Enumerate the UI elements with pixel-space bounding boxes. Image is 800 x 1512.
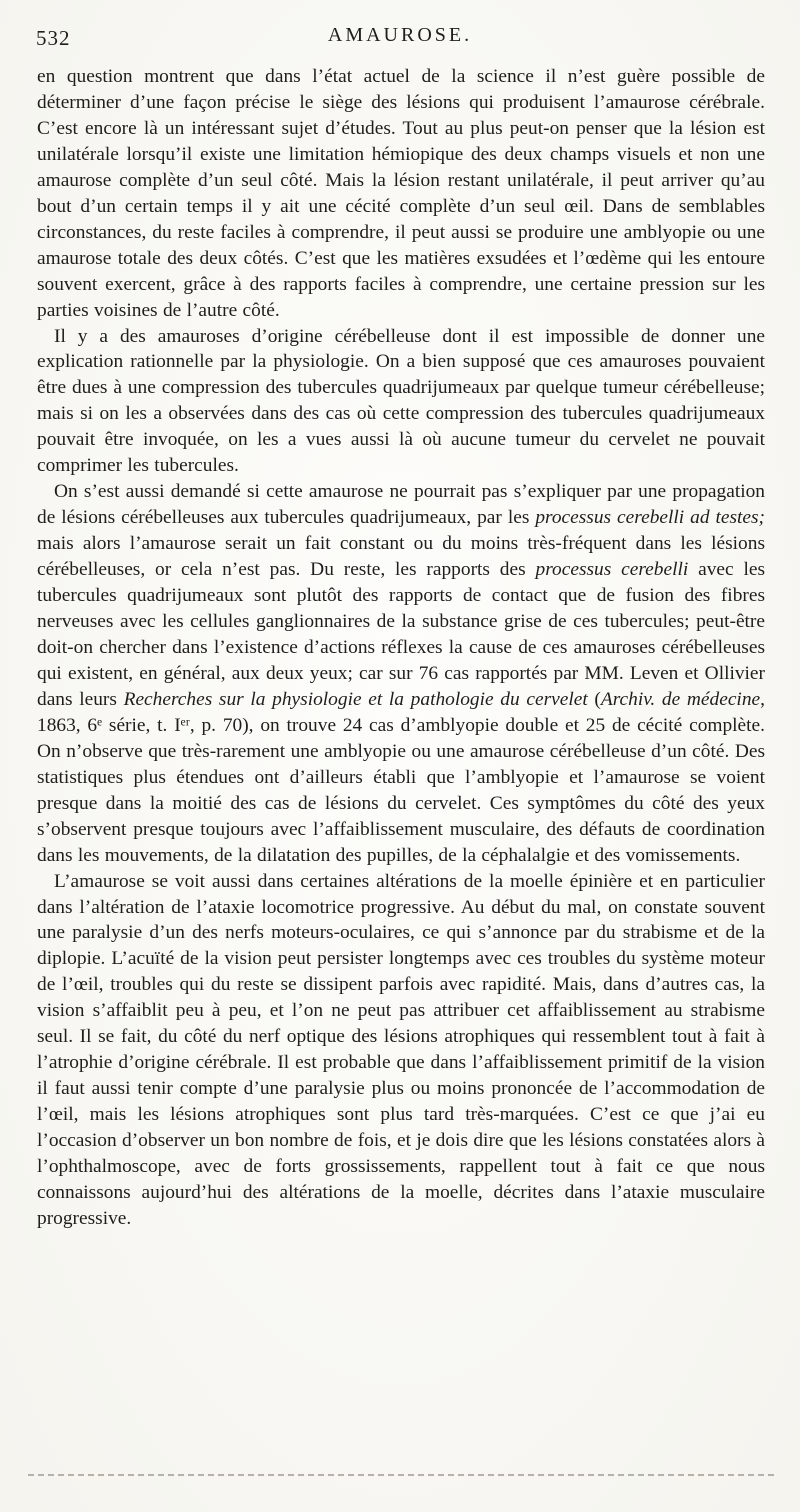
paragraph-3: On s’est aussi demandé si cette amaurose ne pourrait pas s’expliquer par une propagation de lésions cérébelleuses aux tubercules quadrijumeaux, par les processus cerebelli ad testes; mais alors l’amaurose serait un fait constant ou du moins très-fréquent dans les lésions cérébelleuses, or cela n’est pas. Du reste, les rapports des processus cerebelli avec les tubercules quadrijumeaux sont plutôt des rapports de contact que de fusion des fibres nerveuses avec les cellules ganglionnaires de la substance grise de ces tubercules; peut-être doit-on chercher dans l’existence d’actions réflexes la cause de ces amauroses cérébelleuses qui existent, en général, aux deux yeux; car sur 76 cas rapportés par MM. Leven et Ollivier dans leurs Recherches sur la physiologie et la pathologie du cervelet (Archiv. de médecine, 1863, 6ᵉ série, t. Iᵉʳ, p. 70), on trouve 24 cas d’amblyopie double et 25 de cécité complète. On n’observe que très-rarement une amblyopie ou une amaurose cérébelleuse d’un côté. Des statistiques plus étendues ont d’ailleurs établi que l’amblyopie et l’amaurose se voient presque dans la moitié des cas de lésions du cervelet. Ces symptômes du côté des yeux s’observent presque toujours avec l’affaiblissement musculaire, des défauts de coordination dans les mouvements, de la dilatation des pupilles, de la céphalalgie et des vomissements.	[37, 481, 766, 866]
paragraph-2: Il y a des amauroses d’origine cérébelleuse dont il est impossible de donner une explication rationnelle par la physiologie. On a bien supposé que ces amauroses pouvaient être dues à une compression des tubercules quadrijumeaux par quelque tumeur cérébelleuse; mais si on les a observées dans des cas où cette compression des tubercules quadrijumeaux pouvait être invoquée, on les a vues aussi là où aucune tumeur du cervelet ne pouvait comprimer les tubercules.	[37, 325, 765, 477]
scan-artifact-line	[28, 1474, 774, 1476]
paragraph-4: L’amaurose se voit aussi dans certaines altérations de la moelle épinière et en particulier dans l’altération de l’ataxie locomotrice progressive. Au début du mal, on constate souvent une paralysie d’un des nerfs moteurs-oculaires, ce qui s’annonce par du strabisme et de la diplopie. L’acuïté de la vision peut persister longtemps avec ces troubles du système moteur de l’œil, troubles qui du reste se dissipent parfois avec rapidité. Mais, dans d’autres cas, la vision s’affaiblit peu à peu, et l’on ne peut pas attribuer cet affaiblissement au strabisme seul. Il se fait, du côté du nerf optique des lésions atrophiques qui ressemblent tout à fait à l’atrophie d’origine cérébrale. Il est probable que dans l’affaiblissement primitif de la vision il faut aussi tenir compte d’une paralysie plus ou moins prononcée de l’accommodation de l’œil, mais les lésions atrophiques sont plus tard très-marquées. C’est ce que j’ai eu l’occasion d’observer un bon nombre de fois, et je dois dire que les lésions constatées alors à l’ophthalmoscope, avec de forts grossissements, rappellent tout à fait ce que nous connaissons aujourd’hui des altérations de la moelle, décrites dans l’ataxie musculaire progressive.	[37, 870, 765, 1229]
running-title: AMAUROSE.	[327, 24, 473, 46]
page-header	[36, 24, 764, 54]
page-number: 532	[36, 26, 71, 50]
page-text	[37, 64, 765, 1232]
paragraph-1: en question montrent que dans l’état actuel de la science il n’est guère possible de déterminer d’une façon précise le siège des lésions qui produisent l’amaurose cérébrale. C’est encore là un intéressant sujet d’études. Tout au plus peut-on penser que la lésion est unilatérale lorsqu’il existe une limitation hémiopique des deux champs visuels et non une amaurose complète d’un seul côté. Mais la lésion restant unilatérale, il peut arriver qu’au bout d’un certain temps il y ait une cécité complète d’un seul œil. Dans de semblables circonstances, du reste faciles à comprendre, il peut aussi se produire une amblyopie ou une amaurose totale des deux côtés. C’est que les matières exsudées et l’œdème qui les entoure souvent exercent, grâce à des rapports faciles à comprendre, une certaine pression sur les parties voisines de l’autre côté.	[37, 66, 765, 321]
